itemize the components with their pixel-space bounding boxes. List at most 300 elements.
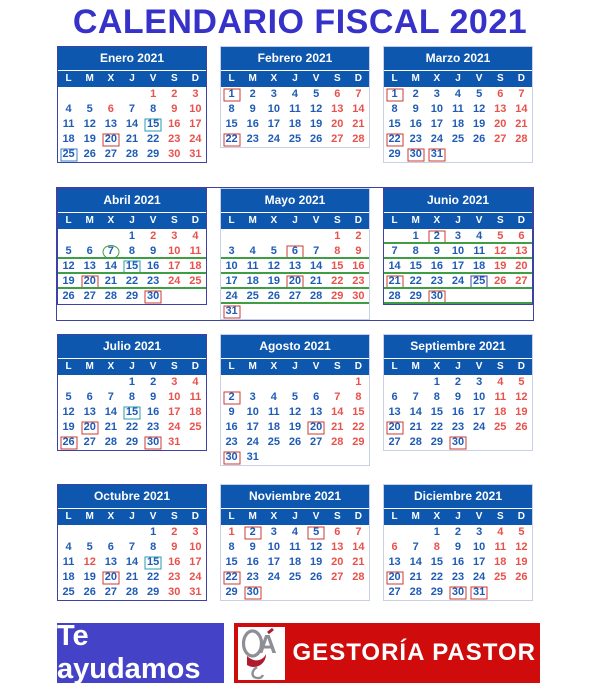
day-cell: 11	[289, 103, 301, 115]
day-cell: 26	[310, 133, 323, 145]
day-cell: 30	[143, 289, 164, 304]
day-cell: 3	[192, 88, 199, 100]
day-cell: 27	[83, 290, 96, 302]
day-cell	[469, 289, 490, 304]
day-cell: 20	[384, 420, 405, 435]
day-cell: 11	[452, 103, 464, 115]
weekday-label: V	[475, 361, 483, 372]
day-cell: 1	[128, 376, 136, 388]
day-cell: 28	[104, 436, 117, 448]
weekday-label: D	[517, 511, 526, 522]
day-cell: 23	[147, 421, 160, 433]
day-cell: 6	[107, 541, 114, 553]
day-cell: 3	[270, 88, 277, 100]
day-cell: 31	[246, 451, 259, 463]
day-cell: 2	[355, 230, 362, 242]
week-row	[58, 585, 206, 600]
day-cell: 1	[221, 87, 242, 102]
week-row	[384, 259, 532, 274]
day-cell: 29	[125, 436, 139, 448]
week-row	[384, 229, 532, 244]
day-cell: 26	[494, 275, 507, 287]
week-row	[384, 375, 532, 390]
day-cell: 24	[451, 275, 465, 287]
day-cell	[306, 375, 327, 390]
week-row	[221, 259, 369, 274]
weekday-label: V	[312, 215, 320, 226]
day-cell: 10	[451, 245, 465, 257]
week-row	[58, 390, 206, 405]
day-cell: 19	[494, 260, 507, 272]
day-cell: 8	[433, 541, 440, 553]
weekday-label: L	[65, 215, 72, 226]
day-cell: 17	[189, 556, 202, 568]
day-cell: 22	[331, 275, 344, 287]
weekday-label: M	[411, 215, 420, 226]
day-cell: 10	[189, 103, 202, 115]
week-row	[58, 570, 206, 585]
day-cell: 24	[473, 571, 486, 583]
weekday-label: X	[270, 511, 278, 522]
weekday-label: D	[191, 511, 200, 522]
day-cell: 13	[83, 260, 96, 272]
day-cell: 31	[168, 436, 181, 448]
day-cell: 16	[168, 118, 181, 130]
day-cell	[185, 435, 206, 450]
tagline-button[interactable]: Te ayudamos	[57, 623, 224, 683]
day-cell: 12	[310, 541, 323, 553]
day-cell: 16	[451, 556, 465, 568]
day-cell: 21	[125, 571, 139, 583]
week-row	[58, 117, 206, 132]
week-row	[221, 229, 369, 244]
day-cell: 26	[83, 586, 96, 598]
day-cell: 9	[454, 391, 462, 403]
month-diciembre	[383, 484, 533, 601]
weekday-label: J	[455, 511, 461, 522]
day-cell: 19	[83, 133, 96, 145]
day-cell	[405, 375, 426, 390]
day-cell: 27	[104, 586, 117, 598]
day-cell: 18	[451, 118, 465, 130]
day-cell	[284, 375, 305, 390]
day-cell: 9	[249, 103, 256, 115]
day-cell: 28	[125, 586, 139, 598]
day-cell: 8	[412, 245, 419, 257]
day-cell: 26	[473, 133, 486, 145]
weekday-header-row	[221, 213, 369, 229]
day-cell: 28	[409, 436, 422, 448]
day-cell: 21	[104, 275, 117, 287]
brand-banner[interactable]	[234, 623, 540, 683]
month-title: Abril 2021	[58, 189, 206, 213]
day-cell: 3	[476, 526, 483, 538]
weekday-label: L	[391, 361, 398, 372]
day-cell: 10	[473, 541, 486, 553]
month-row	[57, 46, 533, 163]
day-cell: 9	[228, 406, 235, 418]
day-cell: 17	[473, 556, 486, 568]
day-cell: 6	[497, 88, 504, 100]
weekday-label: J	[129, 215, 135, 226]
weekday-label: L	[65, 511, 72, 522]
weekday-label: D	[517, 73, 526, 84]
logo-monogram-icon	[238, 627, 285, 680]
month-title: Febrero 2021	[221, 47, 369, 71]
day-cell: 21	[104, 421, 117, 433]
day-cell: 6	[313, 391, 320, 403]
day-cell: 29	[125, 290, 139, 302]
day-cell: 23	[352, 275, 365, 287]
day-cell: 26	[310, 571, 323, 583]
day-cell: 18	[494, 406, 507, 418]
day-cell: 5	[313, 88, 320, 100]
weekday-header-row	[58, 359, 206, 375]
day-cell: 5	[476, 88, 483, 100]
day-cell: 15	[225, 556, 238, 568]
weekday-label: L	[228, 361, 235, 372]
day-cell: 10	[473, 391, 486, 403]
day-cell: 21	[310, 275, 323, 287]
day-cell: 10	[246, 406, 259, 418]
day-cell: 8	[334, 245, 341, 257]
day-cell: 17	[267, 556, 280, 568]
day-cell: 8	[228, 103, 235, 115]
day-cell: 18	[288, 556, 302, 568]
day-cell: 11	[189, 391, 202, 403]
weekday-label: X	[107, 511, 115, 522]
svg-text:A: A	[257, 628, 277, 659]
day-cell: 18	[62, 133, 75, 145]
day-cell: 16	[246, 118, 259, 130]
month-julio	[57, 334, 207, 451]
week-row	[58, 102, 206, 117]
day-cell: 4	[291, 526, 299, 538]
weekday-label: J	[455, 215, 461, 226]
day-cell: 14	[388, 260, 401, 272]
week-row	[384, 132, 532, 147]
weekday-label: D	[354, 511, 363, 522]
day-cell: 12	[83, 556, 96, 568]
month-title: Octubre 2021	[58, 485, 206, 509]
day-cell: 12	[288, 406, 302, 418]
day-cell: 27	[388, 586, 401, 598]
day-cell: 18	[246, 275, 259, 287]
day-cell: 11	[268, 406, 280, 418]
day-cell: 19	[62, 275, 75, 287]
day-cell: 18	[473, 260, 486, 272]
day-cell: 7	[412, 391, 419, 403]
day-cell: 21	[125, 133, 139, 145]
weekday-label: M	[248, 511, 257, 522]
day-cell	[242, 375, 263, 390]
day-cell: 12	[473, 103, 486, 115]
weekday-label: L	[391, 73, 398, 84]
week-row	[384, 147, 532, 162]
day-cell: 10	[189, 541, 202, 553]
day-cell: 14	[515, 103, 528, 115]
day-cell: 20	[79, 420, 100, 435]
day-cell: 17	[168, 260, 181, 272]
week-row	[384, 525, 532, 540]
day-cell	[384, 525, 405, 540]
week-row	[58, 540, 206, 555]
day-cell: 14	[125, 556, 139, 568]
week-row	[58, 229, 206, 244]
day-cell: 2	[426, 229, 447, 244]
day-cell: 26	[515, 571, 528, 583]
day-cell: 24	[189, 571, 202, 583]
day-cell: 28	[515, 133, 528, 145]
weekday-label: S	[333, 361, 341, 372]
day-cell: 16	[225, 421, 238, 433]
weekday-header-row	[58, 509, 206, 525]
week-row	[384, 390, 532, 405]
day-cell: 13	[388, 406, 401, 418]
weekday-label: S	[496, 361, 504, 372]
weekday-header-row	[384, 359, 532, 375]
month-octubre	[57, 484, 207, 601]
day-cell: 15	[121, 405, 142, 420]
gestoria-pastor-logo	[238, 627, 285, 680]
day-cell: 14	[331, 406, 344, 418]
day-cell: 22	[409, 275, 422, 287]
day-cell: 10	[430, 103, 443, 115]
weekday-label: S	[333, 511, 341, 522]
weekday-label: S	[333, 73, 341, 84]
day-cell: 25	[246, 290, 259, 302]
weekday-label: X	[107, 73, 115, 84]
day-cell: 15	[331, 260, 344, 272]
day-cell	[284, 229, 305, 244]
day-cell: 7	[107, 391, 114, 403]
day-cell: 26	[83, 148, 96, 160]
month-row	[57, 334, 533, 466]
week-row	[58, 147, 206, 162]
day-cell	[58, 229, 79, 244]
day-cell: 22	[147, 133, 160, 145]
day-cell: 15	[430, 556, 443, 568]
day-cell: 6	[334, 88, 341, 100]
day-cell: 2	[171, 88, 178, 100]
day-cell: 23	[147, 275, 160, 287]
day-cell: 23	[451, 571, 465, 583]
day-cell: 13	[310, 406, 323, 418]
day-cell: 16	[147, 260, 160, 272]
day-cell: 20	[331, 118, 344, 130]
day-cell: 14	[104, 260, 117, 272]
day-cell	[263, 229, 284, 244]
weekday-label: L	[228, 215, 235, 226]
day-cell: 19	[83, 571, 96, 583]
day-cell: 5	[518, 526, 525, 538]
week-row	[384, 420, 532, 435]
day-cell: 13	[83, 406, 96, 418]
weekday-header-row	[384, 213, 532, 229]
month-title: Marzo 2021	[384, 47, 532, 71]
day-cell	[327, 585, 348, 600]
day-cell: 27	[494, 133, 507, 145]
month-marzo	[383, 46, 533, 163]
day-cell	[469, 147, 490, 162]
day-cell: 7	[128, 103, 136, 115]
day-cell: 30	[447, 585, 468, 600]
day-cell: 6	[86, 391, 93, 403]
day-cell: 20	[79, 274, 100, 289]
day-cell: 19	[310, 118, 323, 130]
day-cell: 29	[352, 436, 365, 448]
month-enero	[57, 46, 207, 163]
day-cell: 25	[451, 133, 465, 145]
week-row	[384, 540, 532, 555]
day-cell: 2	[221, 390, 242, 405]
weekday-label: M	[85, 361, 94, 372]
weekday-label: J	[292, 73, 298, 84]
day-cell: 23	[451, 421, 465, 433]
week-row	[221, 405, 369, 420]
day-cell: 27	[515, 275, 528, 287]
weekday-label: S	[496, 215, 504, 226]
day-cell: 11	[473, 245, 485, 257]
day-cell: 20	[384, 570, 405, 585]
month-abril	[57, 188, 207, 305]
day-cell: 12	[62, 260, 75, 272]
weekday-header-row	[384, 509, 532, 525]
day-cell: 22	[352, 421, 365, 433]
day-cell: 22	[430, 571, 443, 583]
day-cell	[100, 87, 121, 102]
day-cell: 11	[62, 118, 75, 130]
month-title: Julio 2021	[58, 335, 206, 359]
week-row	[58, 244, 206, 259]
day-cell: 18	[494, 556, 507, 568]
day-cell: 11	[62, 556, 75, 568]
day-cell: 30	[168, 586, 181, 598]
day-cell: 26	[515, 421, 528, 433]
weekday-label: D	[354, 73, 363, 84]
day-cell: 20	[100, 132, 121, 147]
day-cell: 19	[515, 406, 528, 418]
day-cell	[490, 435, 511, 450]
day-cell: 11	[494, 541, 507, 553]
day-cell: 16	[246, 556, 259, 568]
day-cell: 6	[518, 230, 525, 242]
week-row	[58, 289, 206, 304]
day-cell: 31	[469, 585, 490, 600]
week-row	[384, 289, 532, 304]
week-row	[221, 420, 369, 435]
weekday-label: V	[475, 511, 483, 522]
day-cell: 3	[171, 230, 178, 242]
day-cell: 29	[430, 586, 443, 598]
weekday-label: M	[411, 361, 420, 372]
day-cell: 18	[267, 421, 280, 433]
day-cell: 29	[147, 586, 160, 598]
day-cell: 13	[104, 556, 117, 568]
week-row	[221, 87, 369, 102]
month-title: Enero 2021	[58, 47, 206, 71]
day-cell: 10	[168, 245, 181, 257]
day-cell: 27	[331, 571, 344, 583]
day-cell	[121, 87, 142, 102]
day-cell	[384, 375, 405, 390]
month-agosto	[220, 334, 370, 466]
day-cell: 26	[62, 290, 75, 302]
day-cell: 15	[409, 260, 422, 272]
weekday-label: X	[107, 361, 115, 372]
week-row	[58, 132, 206, 147]
day-cell: 9	[171, 541, 178, 553]
day-cell: 3	[249, 391, 256, 403]
week-row	[384, 102, 532, 117]
day-cell: 1	[228, 526, 235, 538]
weekday-label: S	[496, 511, 504, 522]
day-cell: 3	[476, 376, 483, 388]
week-row	[58, 405, 206, 420]
day-cell: 17	[246, 421, 259, 433]
day-cell: 5	[291, 391, 299, 403]
day-cell: 12	[83, 118, 96, 130]
weekday-label: V	[312, 361, 320, 372]
day-cell: 7	[355, 526, 362, 538]
day-cell: 7	[355, 88, 362, 100]
week-row	[384, 274, 532, 289]
day-cell: 13	[494, 103, 507, 115]
day-cell: 6	[391, 541, 398, 553]
day-cell: 10	[225, 260, 238, 272]
weekday-label: V	[149, 215, 157, 226]
day-cell: 13	[515, 245, 528, 257]
weekday-label: X	[433, 73, 441, 84]
day-cell: 6	[284, 244, 305, 259]
day-cell: 7	[391, 245, 398, 257]
day-cell: 31	[189, 586, 202, 598]
day-cell: 13	[388, 556, 401, 568]
footer-banner	[57, 620, 540, 685]
day-cell: 29	[225, 586, 238, 598]
weekday-header-row	[58, 213, 206, 229]
day-cell: 28	[388, 290, 401, 302]
day-cell: 24	[225, 290, 238, 302]
day-cell: 22	[384, 132, 405, 147]
day-cell: 16	[352, 260, 365, 272]
day-cell: 4	[65, 541, 72, 553]
month-title: Mayo 2021	[221, 189, 369, 213]
day-cell: 4	[497, 526, 504, 538]
day-cell: 11	[289, 541, 301, 553]
week-row	[384, 87, 532, 102]
week-row	[221, 555, 369, 570]
weekday-label: J	[455, 361, 461, 372]
day-cell: 5	[86, 103, 93, 115]
weekday-label: X	[270, 215, 278, 226]
day-cell: 3	[433, 88, 440, 100]
day-cell: 17	[451, 260, 465, 272]
day-cell: 22	[125, 275, 139, 287]
day-cell: 31	[189, 148, 202, 160]
weekday-label: D	[517, 361, 526, 372]
day-cell: 12	[267, 260, 280, 272]
weekday-header-row	[384, 71, 532, 87]
day-cell: 7	[412, 541, 419, 553]
day-cell: 16	[409, 118, 422, 130]
weekday-label: D	[191, 215, 200, 226]
day-cell: 23	[225, 436, 238, 448]
day-cell	[263, 585, 284, 600]
weekday-header-row	[221, 509, 369, 525]
weekday-label: L	[391, 511, 398, 522]
day-cell: 25	[58, 147, 79, 162]
